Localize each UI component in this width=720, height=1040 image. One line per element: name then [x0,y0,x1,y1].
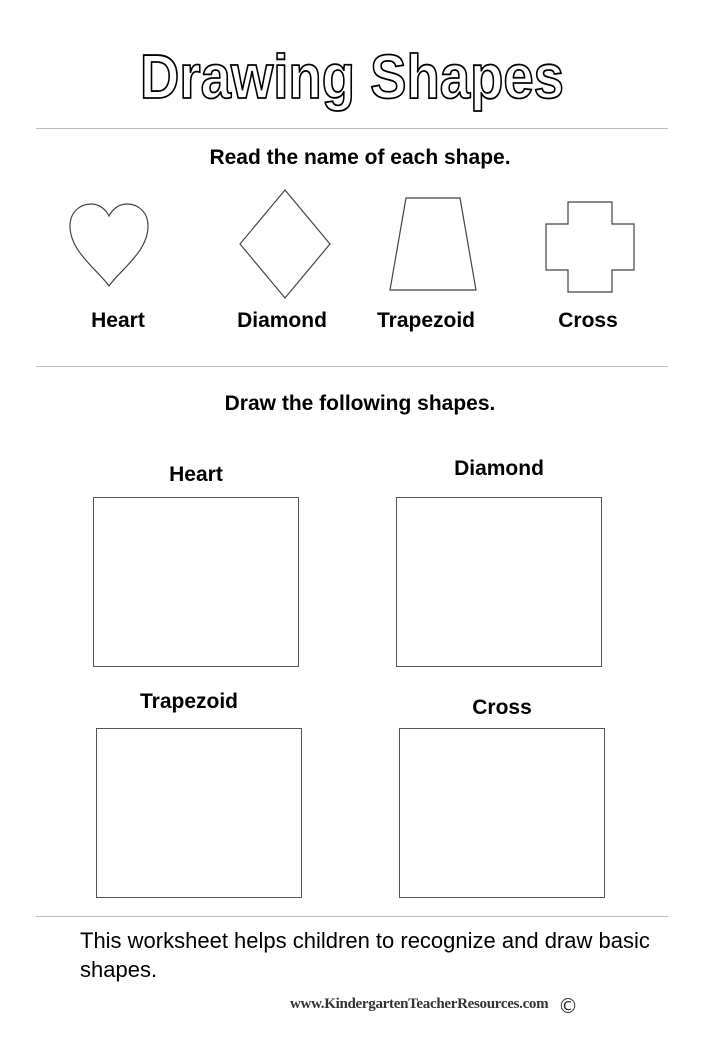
draw-label-trapezoid: Trapezoid [139,690,239,713]
copyright-icon: © [558,994,578,1018]
drawing-box-diamond[interactable] [396,497,602,667]
drawing-box-heart[interactable] [93,497,299,667]
drawing-box-trapezoid[interactable] [96,728,302,898]
shape-label-cross: Cross [558,309,618,332]
cross-icon [544,200,636,294]
diamond-icon [238,188,332,300]
worksheet-description: This worksheet helps children to recognize and draw basic shapes. [80,928,650,982]
draw-label-heart: Heart [169,463,223,486]
divider-middle [36,366,668,367]
website-credit: www.KindergartenTeacherResources.com [290,996,549,1012]
shape-label-trapezoid: Trapezoid [376,309,476,332]
page-title-text: Drawing Shapes [140,43,564,112]
page-title [0,30,720,120]
shape-label-diamond: Diamond [237,309,327,332]
shape-label-heart: Heart [91,309,145,332]
heart-icon [68,202,150,288]
draw-label-diamond: Diamond [454,457,544,480]
divider-top [36,128,668,129]
section-read-heading: Read the name of each shape. [209,146,511,169]
section-draw-heading: Draw the following shapes. [224,392,496,415]
trapezoid-icon [388,196,478,292]
draw-label-cross: Cross [472,696,532,719]
divider-bottom [36,916,668,917]
drawing-box-cross[interactable] [399,728,605,898]
